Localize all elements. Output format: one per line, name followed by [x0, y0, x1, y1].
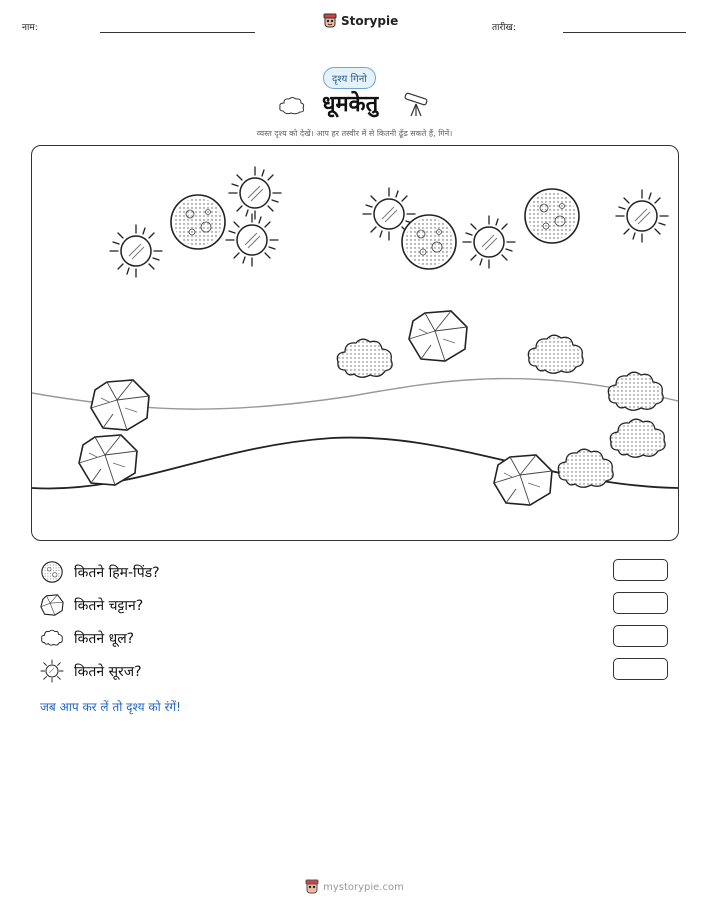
storypie-mascot-icon	[323, 13, 337, 29]
question-label: कितने धूल?	[74, 630, 135, 647]
footer-url[interactable]: mystorypie.com	[323, 881, 404, 893]
question-label: कितने सूरज?	[74, 663, 142, 680]
answer-box-comets[interactable]	[613, 559, 668, 581]
brand-name: Storypie	[341, 14, 399, 28]
comet-icon	[40, 560, 64, 584]
answer-box-rocks[interactable]	[613, 592, 668, 614]
name-label: नाम:	[22, 23, 38, 33]
instructions: व्यस्त दृश्य को देखें। आप हर तस्वीर में से कितनी ढूँढ सकते हैं, गिनें।	[256, 129, 453, 138]
storypie-mascot-icon	[305, 879, 319, 895]
dust-cloud-icon	[278, 95, 306, 117]
question-dust	[40, 626, 134, 650]
rock-icon	[40, 593, 64, 617]
dust-cloud-icon	[40, 626, 64, 650]
brand-logo	[323, 13, 398, 29]
question-suns	[40, 659, 142, 683]
date-line[interactable]	[563, 32, 686, 33]
question-rocks	[40, 593, 143, 617]
answer-box-dust[interactable]	[613, 625, 668, 647]
telescope-icon	[402, 92, 432, 118]
name-line[interactable]	[100, 32, 255, 33]
date-label: तारीख:	[492, 23, 516, 33]
question-comets	[40, 560, 160, 584]
coloring-note: जब आप कर लें तो दृश्य को रंगें!	[40, 700, 181, 714]
footer	[0, 879, 709, 895]
sun-icon	[40, 659, 64, 683]
scene-illustration	[32, 146, 678, 540]
question-label: कितने चट्टान?	[74, 597, 144, 614]
scene-panel	[31, 145, 679, 541]
question-label: कितने हिम-पिंड?	[74, 564, 160, 581]
page-title: धूमकेतु	[322, 92, 379, 117]
answer-box-suns[interactable]	[613, 658, 668, 680]
activity-badge: दृश्य गिनो	[323, 67, 376, 89]
